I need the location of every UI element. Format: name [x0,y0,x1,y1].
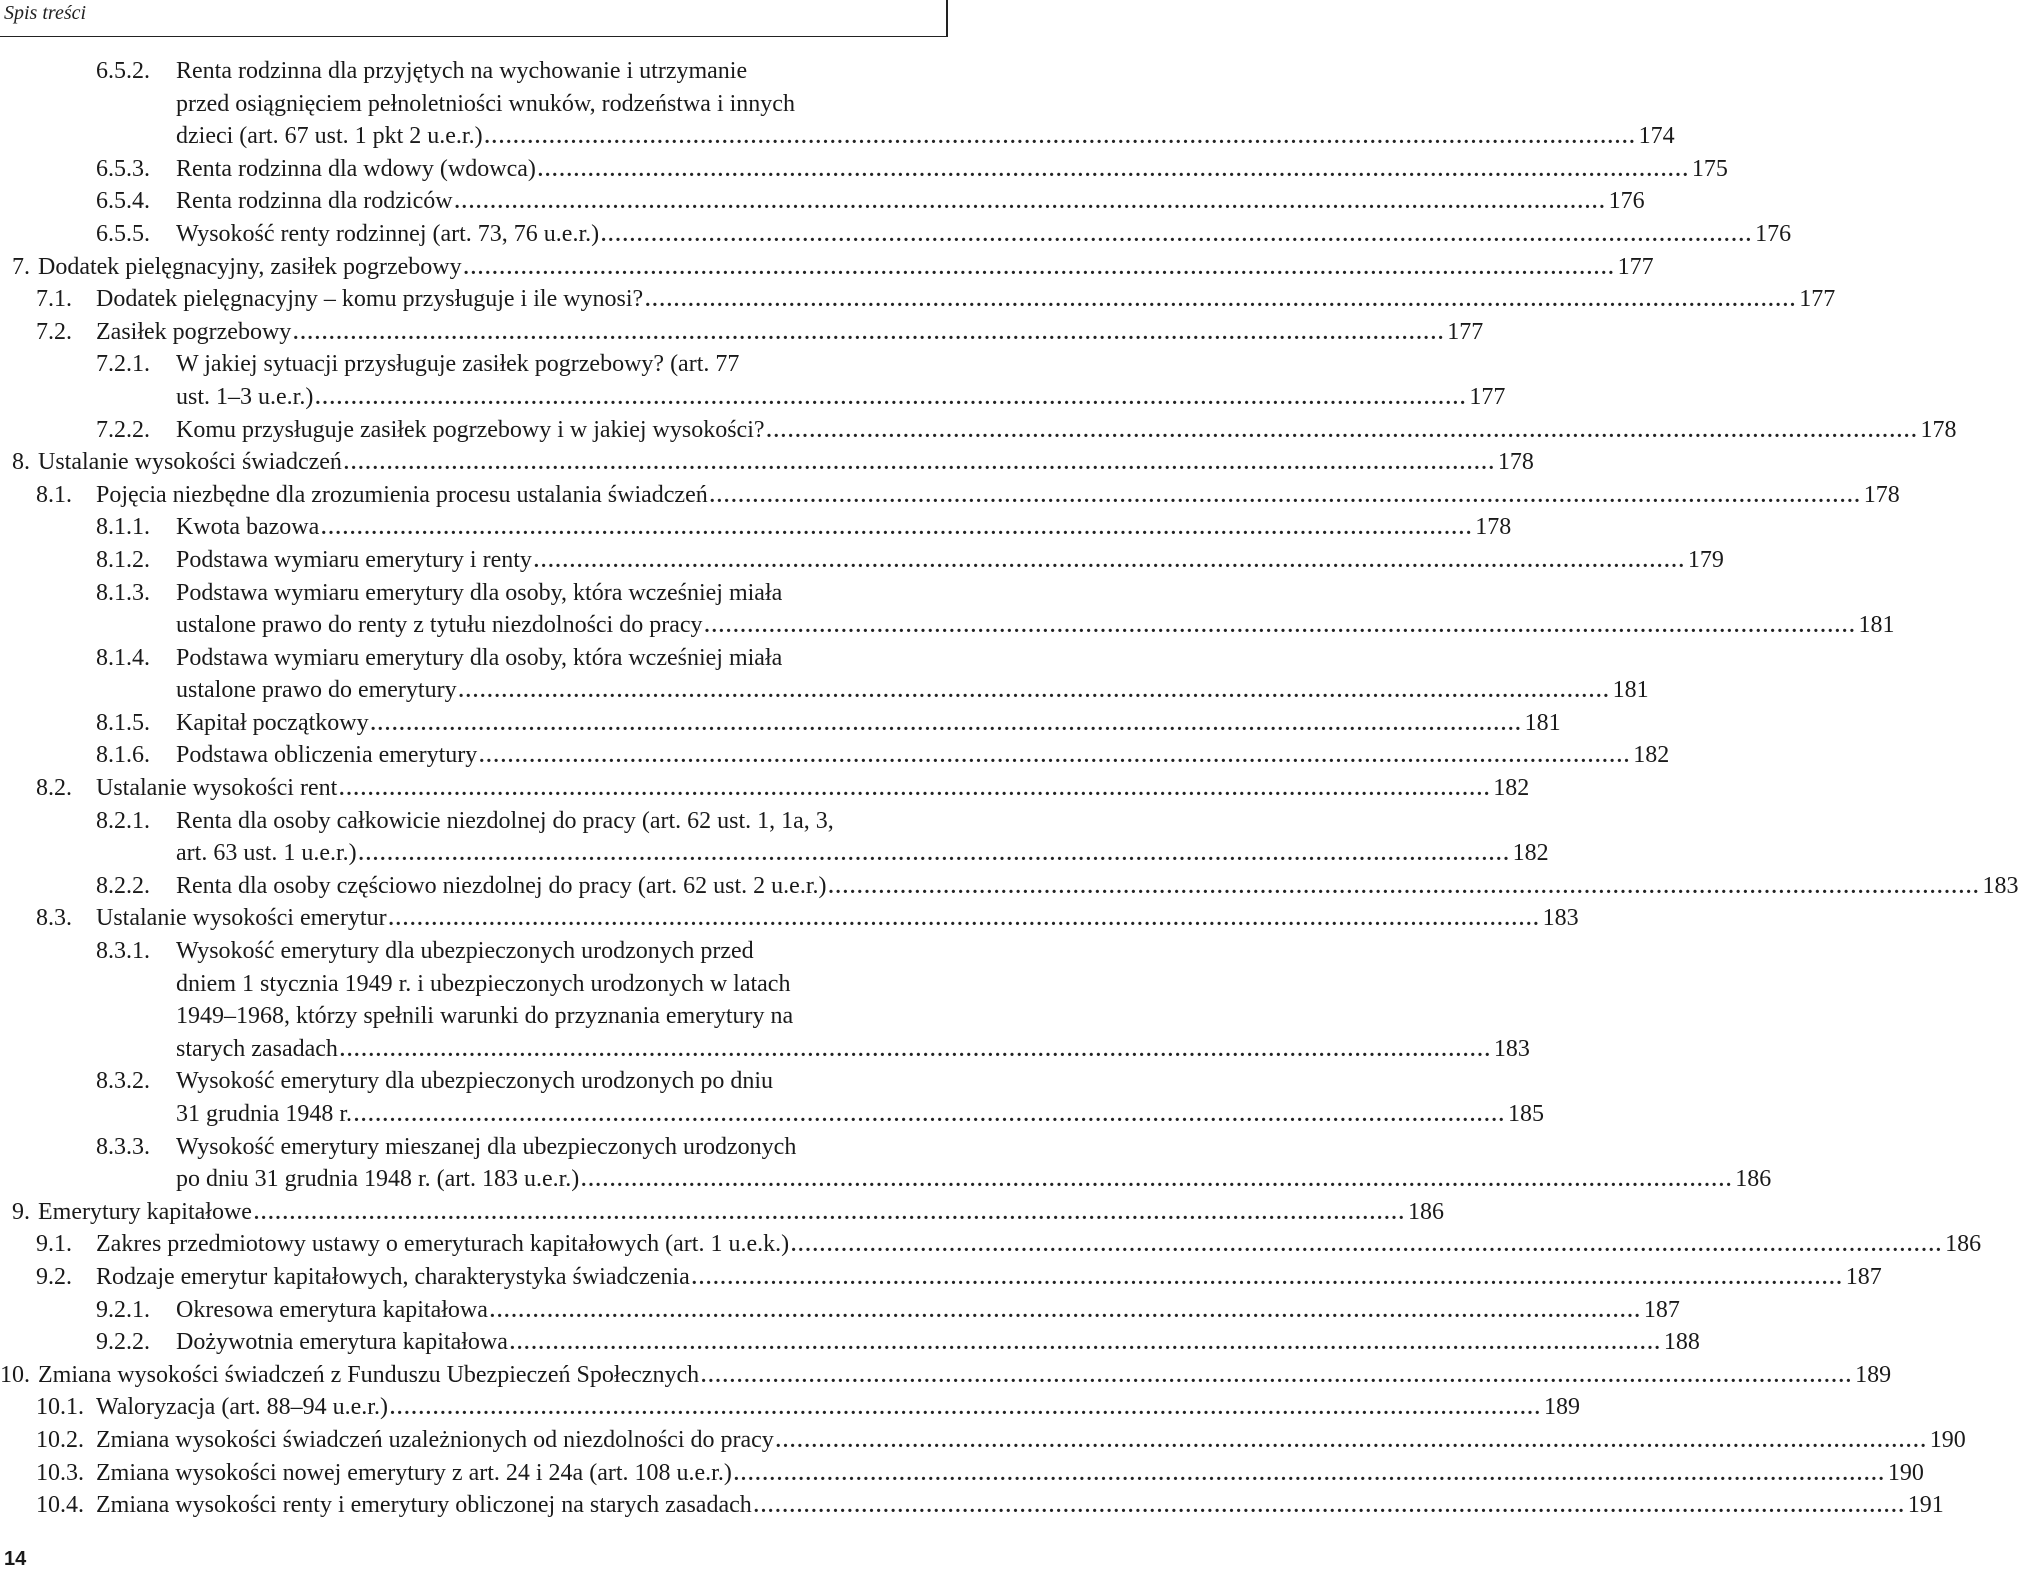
toc-entry-title: Ustalanie wysokości świadczeń [38,449,342,476]
table-of-contents [0,55,2018,1522]
toc-entry-line [0,1098,1544,1131]
toc-entry-line [0,1000,960,1033]
toc-entry-number: 8.2. [36,775,72,802]
toc-entry-title: Zmiana wysokości świadczeń z Funduszu Ubezpieczeń Społecznych [38,1361,700,1388]
toc-entry[interactable] [0,772,1530,805]
toc-entry-number: 8.3.3. [96,1133,150,1160]
toc-entry-title: ustalone prawo do emerytury [176,677,457,704]
dot-leader: ................................................................................................................................................................ [458,680,1611,703]
toc-entry[interactable] [0,1359,1892,1392]
toc-entry-title: 1949–1968, którzy spełnili warunki do przyznania emerytury na [176,1003,794,1030]
toc-entry-number: 10. [0,1361,30,1388]
toc-entry-line [0,1359,1892,1392]
toc-entry[interactable] [0,1196,1444,1229]
toc-entry-number: 10.4. [36,1492,84,1519]
toc-entry-line [0,381,1506,414]
dot-leader: ................................................................................................................................................................ [645,289,1798,312]
toc-entry-page[interactable]: 187 [1643,1296,1680,1323]
toc-entry-line [0,446,1534,479]
toc-entry-page[interactable]: 190 [1929,1426,1966,1453]
toc-entry-page[interactable]: 186 [1407,1198,1444,1225]
toc-entry-page[interactable]: 186 [1945,1231,1982,1258]
toc-entry-title: dzieci (art. 67 ust. 1 pkt 2 u.e.r.) [176,123,483,150]
toc-entry-number: 10.2. [36,1426,84,1453]
toc-entry-title: Pojęcia niezbędne dla zrozumienia procesu ustalania świadczeń [96,481,708,508]
toc-entry-line [0,968,960,1001]
dot-leader: ................................................................................................................................................................ [353,1104,1506,1126]
toc-entry-line [0,1326,1700,1359]
toc-entry-page[interactable]: 177 [1447,318,1484,345]
dot-leader: ................................................................................................................................................................ [533,549,1686,572]
toc-entry-page[interactable]: 181 [1858,612,1895,639]
toc-entry-page[interactable]: 190 [1887,1459,1924,1486]
toc-entry-title: 31 grudnia 1948 r. [176,1101,352,1127]
toc-entry[interactable] [0,251,1654,284]
toc-entry[interactable] [0,1065,1544,1130]
toc-entry-title: Rodzaje emerytur kapitałowych, charakterystyka świadczenia [96,1263,690,1290]
toc-entry[interactable] [0,1294,1680,1327]
toc-entry-page[interactable]: 179 [1687,546,1724,573]
toc-entry-title: ustalone prawo do renty z tytułu niezdolności do pracy [176,612,703,639]
toc-entry-page[interactable]: 177 [1799,286,1836,313]
toc-entry-title: Komu przysługuje zasiłek pogrzebowy i w jakiej wysokości? [176,416,765,443]
dot-leader: ................................................................................................................................................................ [339,1038,1492,1061]
toc-entry-line [0,479,1900,512]
toc-entry-line [0,674,1649,707]
toc-entry-line [0,348,960,381]
dot-leader: ................................................................................................................................................................ [581,1169,1734,1192]
toc-entry-line [0,316,1484,349]
toc-entry-line [0,283,1836,316]
toc-entry-title: Zmiana wysokości renty i emerytury obliczonej na starych zasadach [96,1492,752,1519]
toc-entry-title: Zmiana wysokości świadczeń uzależnionych od niezdolności do pracy [96,1426,774,1453]
toc-entry-number: 8.2.2. [96,872,150,899]
toc-entry-number: 6.5.5. [96,220,150,247]
dot-leader: ................................................................................................................................................................ [463,256,1616,279]
toc-entry[interactable] [0,55,1675,153]
toc-entry[interactable] [0,707,1561,740]
toc-entry-page[interactable]: 176 [1755,220,1792,247]
toc-entry-line [0,1196,1444,1229]
toc-entry-number: 9.2.2. [96,1329,150,1356]
dot-leader: ................................................................................................................................................................ [253,1201,1406,1224]
toc-entry-number: 8.3. [36,905,72,932]
toc-entry-page[interactable]: 188 [1663,1329,1700,1356]
toc-entry[interactable] [0,1457,1924,1490]
toc-entry[interactable] [0,902,1579,935]
toc-entry-number: 6.5.2. [96,58,150,84]
toc-entry-number: 9.2. [36,1263,72,1290]
toc-entry-line [0,1457,1924,1490]
toc-entry-number: 8.2.1. [96,807,150,834]
toc-entry-line [0,609,1895,642]
toc-entry-title: Ustalanie wysokości rent [96,775,338,802]
toc-entry[interactable] [0,1228,1982,1261]
toc-entry-number: 8.1.3. [96,579,150,606]
toc-entry-line [0,55,960,88]
toc-entry[interactable] [0,316,1484,349]
toc-entry-number: 7.2.2. [96,416,150,443]
toc-entry-line [0,1261,1882,1294]
toc-entry-number: 7.2.1. [96,351,150,378]
toc-entry-page[interactable]: 176 [1608,188,1645,215]
toc-entry[interactable] [0,185,1645,218]
toc-entry-line [0,1228,1982,1261]
toc-entry-page[interactable]: 177 [1469,383,1506,410]
dot-leader: ................................................................................................................................................................ [293,321,1446,344]
dot-leader: ................................................................................................................................................................ [691,1266,1844,1289]
toc-entry-number: 8.3.1. [96,938,150,965]
toc-entry-line [0,414,1957,447]
toc-entry-page[interactable]: 177 [1617,253,1654,280]
toc-entry-page[interactable]: 178 [1497,449,1534,476]
toc-entry-line [0,1424,1966,1457]
toc-entry-line [0,88,960,121]
dot-leader: ................................................................................................................................................................ [828,875,1981,898]
toc-entry-title: Podstawa wymiaru emerytury i renty [176,546,532,573]
dot-leader: ................................................................................................................................................................ [753,1495,1906,1518]
dot-leader: ................................................................................................................................................................ [704,615,1857,638]
toc-entry-title: Renta dla osoby całkowicie niezdolnej do pracy (art. 62 ust. 1, 1a, 3, [176,807,834,834]
toc-entry-number: 6.5.4. [96,188,150,215]
toc-entry-number: 8.1.6. [96,742,150,769]
dot-leader: ................................................................................................................................................................ [484,126,1637,149]
toc-entry-line [0,805,960,838]
toc-entry-page[interactable]: 181 [1612,677,1649,704]
dot-leader: ................................................................................................................................................................ [479,745,1632,768]
toc-entry-title: Wysokość renty rodzinnej (art. 73, 76 u.e.r.) [176,220,600,247]
toc-entry-page[interactable]: 183 [1493,1035,1530,1062]
toc-entry[interactable] [0,348,1506,413]
toc-entry-title: Wysokość emerytury mieszanej dla ubezpieczonych urodzonych [176,1133,797,1160]
toc-entry[interactable] [0,739,1670,772]
toc-entry-line [0,642,960,675]
toc-entry-page[interactable]: 178 [1475,514,1512,541]
header-rule [946,0,948,36]
toc-entry[interactable] [0,935,1530,1065]
toc-entry-title: W jakiej sytuacji przysługuje zasiłek pogrzebowy? (art. 77 [176,351,740,378]
toc-entry-title: Kwota bazowa [176,514,320,541]
toc-entry-page[interactable]: 185 [1507,1101,1544,1127]
toc-entry-number: 7.2. [36,318,72,345]
toc-entry-title: Renta rodzinna dla rodziców [176,188,453,215]
toc-entry[interactable] [0,544,1724,577]
toc-entry-number: 7. [12,253,30,280]
toc-entry-title: Podstawa obliczenia emerytury [176,742,478,769]
running-header [0,0,948,37]
toc-entry-number: 8.1.5. [96,709,150,736]
toc-entry-line [0,935,960,968]
toc-entry-title: Wysokość emerytury dla ubezpieczonych urodzonych po dniu [176,1068,774,1095]
toc-entry[interactable] [0,805,1549,870]
toc-entry-title: po dniu 31 grudnia 1948 r. (art. 183 u.e.r.) [176,1166,580,1193]
toc-entry-title: dniem 1 stycznia 1949 r. i ubezpieczonych urodzonych w latach [176,970,791,997]
toc-entry-page[interactable]: 178 [1920,416,1957,443]
toc-entry-line [0,1294,1680,1327]
toc-entry[interactable] [0,1261,1882,1294]
toc-entry-number: 9.1. [36,1231,72,1258]
toc-entry[interactable] [0,1391,1580,1424]
running-header-title: Spis treści [4,2,87,24]
toc-entry-number: 8.1.4. [96,644,150,671]
toc-entry-page[interactable]: 183 [1542,905,1579,932]
toc-entry-title: Dodatek pielęgnacyjny, zasiłek pogrzebowy [38,253,462,280]
dot-leader: ................................................................................................................................................................ [509,1332,1662,1355]
toc-entry-title: Zasiłek pogrzebowy [96,318,292,345]
toc-entry-number: 10.3. [36,1459,84,1486]
toc-entry[interactable] [0,1326,1700,1359]
toc-entry-page[interactable]: 186 [1735,1166,1772,1193]
toc-entry[interactable] [0,1424,1966,1457]
dot-leader: ................................................................................................................................................................ [358,843,1511,866]
page-number: 14 [4,1548,27,1570]
toc-entry-page[interactable]: 174 [1638,123,1675,150]
toc-entry-number: 8.3.2. [96,1068,150,1095]
toc-entry-line [0,1033,1530,1066]
dot-leader: ................................................................................................................................................................ [343,452,1496,475]
toc-entry-title: Kapitał początkowy [176,709,369,736]
toc-entry-line [0,153,1728,186]
toc-entry-title: Renta rodzinna dla przyjętych na wychowanie i utrzymanie [176,58,748,84]
toc-entry-page[interactable]: 187 [1845,1263,1882,1290]
dot-leader: ................................................................................................................................................................ [775,1429,1928,1452]
toc-entry-line [0,577,960,610]
toc-entry-title: Waloryzacja (art. 88–94 u.e.r.) [96,1394,388,1421]
dot-leader: ................................................................................................................................................................ [370,712,1523,735]
dot-leader: ................................................................................................................................................................ [766,419,1919,442]
dot-leader: ................................................................................................................................................................ [339,778,1492,801]
toc-entry-title: Okresowa emerytura kapitałowa [176,1296,488,1323]
toc-entry-title: Renta dla osoby częściowo niezdolnej do pracy (art. 62 ust. 2 u.e.r.) [176,872,827,899]
toc-entry[interactable] [0,414,1957,447]
toc-entry-number: 8.1.2. [96,546,150,573]
toc-entry-title: Dożywotnia emerytura kapitałowa [176,1329,508,1356]
dot-leader: ................................................................................................................................................................ [733,1462,1886,1485]
toc-entry-line [0,902,1579,935]
toc-entry-line [0,218,1792,251]
toc-entry-title: starych zasadach [176,1035,338,1062]
dot-leader: ................................................................................................................................................................ [709,484,1862,507]
toc-entry-number: 6.5.3. [96,155,150,182]
toc-entry-page[interactable]: 191 [1907,1492,1944,1519]
toc-entry-line [0,1391,1580,1424]
dot-leader: ................................................................................................................................................................ [388,908,1541,931]
toc-entry-page[interactable]: 178 [1863,481,1900,508]
toc-entry-number: 7.1. [36,286,72,313]
toc-entry-line [0,511,1512,544]
toc-entry-page[interactable]: 183 [1982,872,2018,899]
toc-entry-title: Renta rodzinna dla wdowy (wdowca) [176,155,536,182]
toc-entry-line [0,1489,1944,1522]
toc-entry-title: Zmiana wysokości nowej emerytury z art. 24 i 24a (art. 108 u.e.r.) [96,1459,732,1486]
toc-entry-page[interactable]: 189 [1855,1361,1892,1388]
toc-entry-line [0,837,1549,870]
toc-entry[interactable] [0,1131,1772,1196]
dot-leader: ................................................................................................................................................................ [489,1299,1642,1322]
toc-entry-line [0,739,1670,772]
dot-leader: ................................................................................................................................................................ [321,517,1474,540]
toc-entry-page[interactable]: 182 [1633,742,1670,769]
toc-entry[interactable] [0,577,1895,642]
toc-entry-number: 8. [12,449,30,476]
toc-entry-line [0,1065,960,1098]
dot-leader: ................................................................................................................................................................ [315,386,1468,409]
toc-entry-line [0,772,1530,805]
dot-leader: ................................................................................................................................................................ [791,1234,1944,1257]
toc-entry[interactable] [0,153,1728,186]
toc-entry-line [0,1163,1772,1196]
toc-entry-title: Podstawa wymiaru emerytury dla osoby, która wcześniej miała [176,579,783,606]
dot-leader: ................................................................................................................................................................ [537,158,1690,181]
toc-entry-title: Zakres przedmiotowy ustawy o emeryturach kapitałowych (art. 1 u.e.k.) [96,1231,790,1258]
toc-entry-title: przed osiągnięciem pełnoletniości wnuków, rodzeństwa i innych [176,90,795,117]
dot-leader: ................................................................................................................................................................ [389,1397,1542,1420]
toc-entry-number: 10.1. [36,1394,84,1421]
toc-entry[interactable] [0,446,1534,479]
toc-entry[interactable] [0,870,2018,903]
toc-entry-title: Ustalanie wysokości emerytur [96,905,387,932]
toc-entry-line [0,870,2018,903]
toc-entry-page[interactable]: 181 [1524,709,1561,736]
toc-entry-title: Dodatek pielęgnacyjny – komu przysługuje i ile wynosi? [96,286,644,313]
toc-entry-number: 8.1. [36,481,72,508]
toc-entry-title: art. 63 ust. 1 u.e.r.) [176,840,357,867]
dot-leader: ................................................................................................................................................................ [701,1364,1854,1387]
toc-entry-page[interactable]: 182 [1512,840,1549,867]
toc-entry-line [0,185,1645,218]
toc-entry-title: ust. 1–3 u.e.r.) [176,383,314,410]
toc-entry-title: Emerytury kapitałowe [38,1198,252,1225]
dot-leader: ................................................................................................................................................................ [454,191,1607,214]
toc-entry[interactable] [0,479,1900,512]
toc-entry-line [0,1131,960,1164]
toc-entry-page[interactable]: 182 [1493,775,1530,802]
toc-entry-line [0,707,1561,740]
toc-entry-line [0,120,1675,153]
toc-entry-title: Podstawa wymiaru emerytury dla osoby, która wcześniej miała [176,644,783,671]
toc-entry[interactable] [0,642,1649,707]
dot-leader: ................................................................................................................................................................ [601,223,1754,246]
toc-entry[interactable] [0,1489,1944,1522]
toc-entry[interactable] [0,218,1792,251]
toc-entry-page[interactable]: 175 [1691,155,1728,182]
toc-entry[interactable] [0,511,1512,544]
toc-entry-number: 9.2.1. [96,1296,150,1323]
toc-entry-number: 8.1.1. [96,514,150,541]
toc-entry-line [0,544,1724,577]
toc-entry-page[interactable]: 189 [1543,1394,1580,1421]
toc-entry[interactable] [0,283,1836,316]
toc-entry-line [0,251,1654,284]
toc-entry-number: 9. [12,1198,30,1225]
toc-entry-title: Wysokość emerytury dla ubezpieczonych urodzonych przed [176,938,754,965]
